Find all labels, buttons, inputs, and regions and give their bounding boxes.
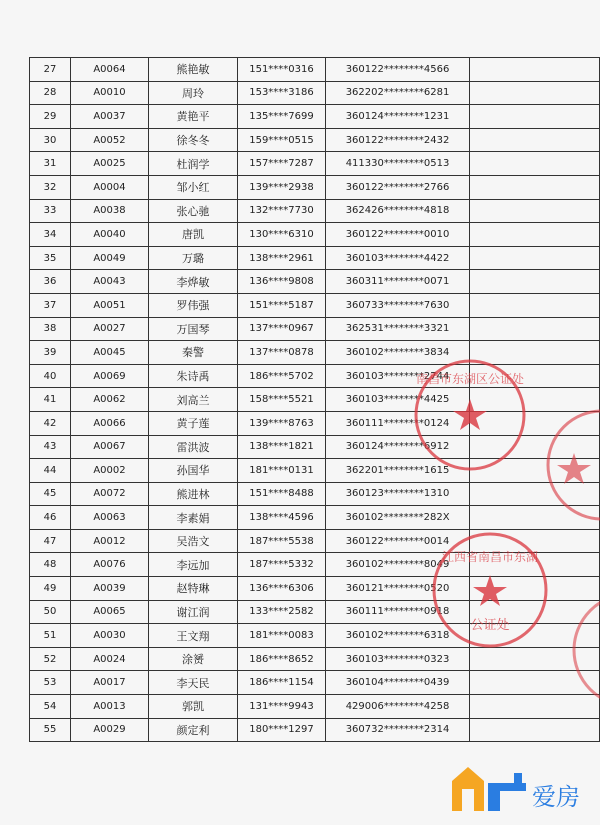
note-cell — [470, 223, 600, 247]
row-number-cell: 44 — [30, 459, 71, 483]
note-cell — [470, 577, 600, 601]
row-number-cell: 48 — [30, 553, 71, 577]
applicant-name-cell: 郭凯 — [149, 695, 238, 719]
table-row — [30, 270, 600, 294]
applicant-code-cell: A0065 — [71, 600, 149, 624]
id-number-cell: 362426********4818 — [326, 199, 470, 223]
note-cell — [470, 529, 600, 553]
house-logo-icon — [444, 759, 594, 819]
row-number-cell: 54 — [30, 695, 71, 719]
note-cell — [470, 246, 600, 270]
applicant-name-cell: 万国琴 — [149, 317, 238, 341]
row-number-cell: 42 — [30, 411, 71, 435]
table-row — [30, 695, 600, 719]
row-number-cell: 31 — [30, 152, 71, 176]
phone-cell: 186****8652 — [238, 647, 326, 671]
row-number-cell: 47 — [30, 529, 71, 553]
row-number-cell: 33 — [30, 199, 71, 223]
note-cell — [470, 128, 600, 152]
note-cell — [470, 317, 600, 341]
id-number-cell: 360103********4422 — [326, 246, 470, 270]
applicant-name-cell: 邹小红 — [149, 175, 238, 199]
table-row — [30, 58, 600, 82]
phone-cell: 151****0316 — [238, 58, 326, 82]
note-cell — [470, 364, 600, 388]
note-cell — [470, 459, 600, 483]
phone-cell: 157****7287 — [238, 152, 326, 176]
table-row — [30, 199, 600, 223]
note-cell — [470, 175, 600, 199]
applicant-name-cell: 雷洪波 — [149, 435, 238, 459]
id-number-cell: 360733********7630 — [326, 293, 470, 317]
id-number-cell: 360111********0918 — [326, 600, 470, 624]
applicant-code-cell: A0069 — [71, 364, 149, 388]
row-number-cell: 37 — [30, 293, 71, 317]
note-cell — [470, 671, 600, 695]
applicant-name-cell: 秦警 — [149, 341, 238, 365]
table-row — [30, 128, 600, 152]
applicant-code-cell: A0043 — [71, 270, 149, 294]
applicant-name-cell: 唐凯 — [149, 223, 238, 247]
id-number-cell: 362202********6281 — [326, 81, 470, 105]
id-number-cell: 360103********2744 — [326, 364, 470, 388]
applicant-code-cell: A0002 — [71, 459, 149, 483]
phone-cell: 137****0878 — [238, 341, 326, 365]
applicant-code-cell: A0067 — [71, 435, 149, 459]
id-number-cell: 360102********282X — [326, 506, 470, 530]
phone-cell: 137****0967 — [238, 317, 326, 341]
applicant-code-cell: A0051 — [71, 293, 149, 317]
applicant-code-cell: A0063 — [71, 506, 149, 530]
row-number-cell: 49 — [30, 577, 71, 601]
row-number-cell: 40 — [30, 364, 71, 388]
table-row — [30, 600, 600, 624]
table-row — [30, 223, 600, 247]
applicant-name-cell: 朱诗禹 — [149, 364, 238, 388]
table-row — [30, 506, 600, 530]
table-row — [30, 246, 600, 270]
note-cell — [470, 293, 600, 317]
svg-text:江西省南昌市东湖: 江西省南昌市东湖 — [441, 550, 539, 564]
applicant-name-cell: 赵特琳 — [149, 577, 238, 601]
note-cell — [470, 270, 600, 294]
note-cell — [470, 199, 600, 223]
note-cell — [470, 647, 600, 671]
note-cell — [470, 600, 600, 624]
id-number-cell: 360103********0323 — [326, 647, 470, 671]
table-row — [30, 293, 600, 317]
id-number-cell: 360311********0071 — [326, 270, 470, 294]
applicant-name-cell: 熊进林 — [149, 482, 238, 506]
applicant-name-cell: 熊艳敏 — [149, 58, 238, 82]
phone-cell: 153****3186 — [238, 81, 326, 105]
table-row — [30, 411, 600, 435]
phone-cell: 187****5332 — [238, 553, 326, 577]
table-row — [30, 529, 600, 553]
id-number-cell: 362531********3321 — [326, 317, 470, 341]
phone-cell: 158****5521 — [238, 388, 326, 412]
applicant-code-cell: A0012 — [71, 529, 149, 553]
table-row — [30, 624, 600, 648]
note-cell — [470, 152, 600, 176]
row-number-cell: 28 — [30, 81, 71, 105]
row-number-cell: 45 — [30, 482, 71, 506]
row-number-cell: 34 — [30, 223, 71, 247]
id-number-cell: 360103********4425 — [326, 388, 470, 412]
applicant-name-cell: 李远加 — [149, 553, 238, 577]
applicant-name-cell: 李烨敏 — [149, 270, 238, 294]
phone-cell: 138****2961 — [238, 246, 326, 270]
applicant-code-cell: A0076 — [71, 553, 149, 577]
table-row — [30, 435, 600, 459]
id-number-cell: 360122********2432 — [326, 128, 470, 152]
applicant-name-cell: 颜定利 — [149, 718, 238, 742]
note-cell — [470, 624, 600, 648]
applicant-name-cell: 罗伟强 — [149, 293, 238, 317]
id-number-cell: 360732********2314 — [326, 718, 470, 742]
id-number-cell: 360123********1310 — [326, 482, 470, 506]
applicant-code-cell: A0045 — [71, 341, 149, 365]
watermark-text: 爱房 — [532, 783, 580, 811]
applicant-name-cell: 李素娟 — [149, 506, 238, 530]
id-number-cell: 429006********4258 — [326, 695, 470, 719]
row-number-cell: 55 — [30, 718, 71, 742]
phone-cell: 151****5187 — [238, 293, 326, 317]
phone-cell: 159****0515 — [238, 128, 326, 152]
note-cell — [470, 58, 600, 82]
phone-cell: 139****2938 — [238, 175, 326, 199]
phone-cell: 131****9943 — [238, 695, 326, 719]
row-number-cell: 52 — [30, 647, 71, 671]
row-number-cell: 43 — [30, 435, 71, 459]
id-number-cell: 360102********8049 — [326, 553, 470, 577]
table-row — [30, 459, 600, 483]
applicant-code-cell: A0029 — [71, 718, 149, 742]
id-number-cell: 360102********6318 — [326, 624, 470, 648]
phone-cell: 181****0083 — [238, 624, 326, 648]
row-number-cell: 41 — [30, 388, 71, 412]
phone-cell: 130****6310 — [238, 223, 326, 247]
table-row — [30, 105, 600, 129]
applicant-name-cell: 谢江润 — [149, 600, 238, 624]
applicant-name-cell: 万璐 — [149, 246, 238, 270]
note-cell — [470, 81, 600, 105]
table-row — [30, 152, 600, 176]
applicant-code-cell: A0027 — [71, 317, 149, 341]
applicant-name-cell: 黄子莲 — [149, 411, 238, 435]
id-number-cell: 360122********0014 — [326, 529, 470, 553]
roster-body — [30, 58, 600, 742]
table-row — [30, 577, 600, 601]
phone-cell: 136****9808 — [238, 270, 326, 294]
row-number-cell: 53 — [30, 671, 71, 695]
table-row — [30, 81, 600, 105]
id-number-cell: 362201********1615 — [326, 459, 470, 483]
phone-cell: 187****5538 — [238, 529, 326, 553]
table-row — [30, 388, 600, 412]
row-number-cell: 35 — [30, 246, 71, 270]
applicant-code-cell: A0010 — [71, 81, 149, 105]
applicant-code-cell: A0037 — [71, 105, 149, 129]
note-cell — [470, 435, 600, 459]
table-row — [30, 482, 600, 506]
row-number-cell: 32 — [30, 175, 71, 199]
table-row — [30, 671, 600, 695]
phone-cell: 139****8763 — [238, 411, 326, 435]
table-row — [30, 175, 600, 199]
phone-cell: 186****5702 — [238, 364, 326, 388]
applicant-name-cell: 周玲 — [149, 81, 238, 105]
applicant-code-cell: A0064 — [71, 58, 149, 82]
row-number-cell: 50 — [30, 600, 71, 624]
applicant-name-cell: 李天民 — [149, 671, 238, 695]
applicant-name-cell: 王文翔 — [149, 624, 238, 648]
applicant-code-cell: A0040 — [71, 223, 149, 247]
applicant-name-cell: 涂赟 — [149, 647, 238, 671]
id-number-cell: 360122********2766 — [326, 175, 470, 199]
applicant-code-cell: A0062 — [71, 388, 149, 412]
table-row — [30, 364, 600, 388]
phone-cell: 132****7730 — [238, 199, 326, 223]
row-number-cell: 29 — [30, 105, 71, 129]
applicant-code-cell: A0066 — [71, 411, 149, 435]
applicant-code-cell: A0013 — [71, 695, 149, 719]
id-number-cell: 360124********1231 — [326, 105, 470, 129]
row-number-cell: 39 — [30, 341, 71, 365]
applicant-name-cell: 杜润学 — [149, 152, 238, 176]
row-number-cell: 36 — [30, 270, 71, 294]
note-cell — [470, 411, 600, 435]
applicant-code-cell: A0052 — [71, 128, 149, 152]
applicant-name-cell: 徐冬冬 — [149, 128, 238, 152]
note-cell — [470, 506, 600, 530]
row-number-cell: 27 — [30, 58, 71, 82]
phone-cell: 136****6306 — [238, 577, 326, 601]
table-row — [30, 647, 600, 671]
note-cell — [470, 695, 600, 719]
note-cell — [470, 341, 600, 365]
applicant-name-cell: 孙国华 — [149, 459, 238, 483]
id-number-cell: 360102********3834 — [326, 341, 470, 365]
id-number-cell: 360104********0439 — [326, 671, 470, 695]
applicant-code-cell: A0017 — [71, 671, 149, 695]
phone-cell: 181****0131 — [238, 459, 326, 483]
row-number-cell: 51 — [30, 624, 71, 648]
id-number-cell: 360124********6912 — [326, 435, 470, 459]
row-number-cell: 46 — [30, 506, 71, 530]
note-cell — [470, 553, 600, 577]
applicant-code-cell: A0039 — [71, 577, 149, 601]
applicant-name-cell: 吴浩文 — [149, 529, 238, 553]
applicant-code-cell: A0004 — [71, 175, 149, 199]
table-row — [30, 317, 600, 341]
applicant-code-cell: A0049 — [71, 246, 149, 270]
applicant-code-cell: A0025 — [71, 152, 149, 176]
phone-cell: 186****1154 — [238, 671, 326, 695]
watermark-logo — [444, 759, 594, 819]
phone-cell: 151****8488 — [238, 482, 326, 506]
phone-cell: 138****1821 — [238, 435, 326, 459]
applicant-code-cell: A0072 — [71, 482, 149, 506]
row-number-cell: 38 — [30, 317, 71, 341]
id-number-cell: 360122********4566 — [326, 58, 470, 82]
phone-cell: 138****4596 — [238, 506, 326, 530]
phone-cell: 133****2582 — [238, 600, 326, 624]
phone-cell: 135****7699 — [238, 105, 326, 129]
id-number-cell: 360122********0010 — [326, 223, 470, 247]
note-cell — [470, 388, 600, 412]
applicant-name-cell: 黄艳平 — [149, 105, 238, 129]
applicant-name-cell: 张心驰 — [149, 199, 238, 223]
table-row — [30, 341, 600, 365]
applicant-name-cell: 刘高兰 — [149, 388, 238, 412]
note-cell — [470, 105, 600, 129]
applicant-code-cell: A0030 — [71, 624, 149, 648]
note-cell — [470, 718, 600, 742]
table-row — [30, 553, 600, 577]
id-number-cell: 360121********0520 — [326, 577, 470, 601]
svg-text:公证处: 公证处 — [470, 618, 510, 633]
applicant-code-cell: A0024 — [71, 647, 149, 671]
table-row — [30, 718, 600, 742]
row-number-cell: 30 — [30, 128, 71, 152]
svg-text:南昌市东湖区公证处: 南昌市东湖区公证处 — [415, 372, 525, 386]
id-number-cell: 360111********0124 — [326, 411, 470, 435]
note-cell — [470, 482, 600, 506]
id-number-cell: 411330********0513 — [326, 152, 470, 176]
phone-cell: 180****1297 — [238, 718, 326, 742]
roster-table — [29, 57, 600, 742]
applicant-code-cell: A0038 — [71, 199, 149, 223]
